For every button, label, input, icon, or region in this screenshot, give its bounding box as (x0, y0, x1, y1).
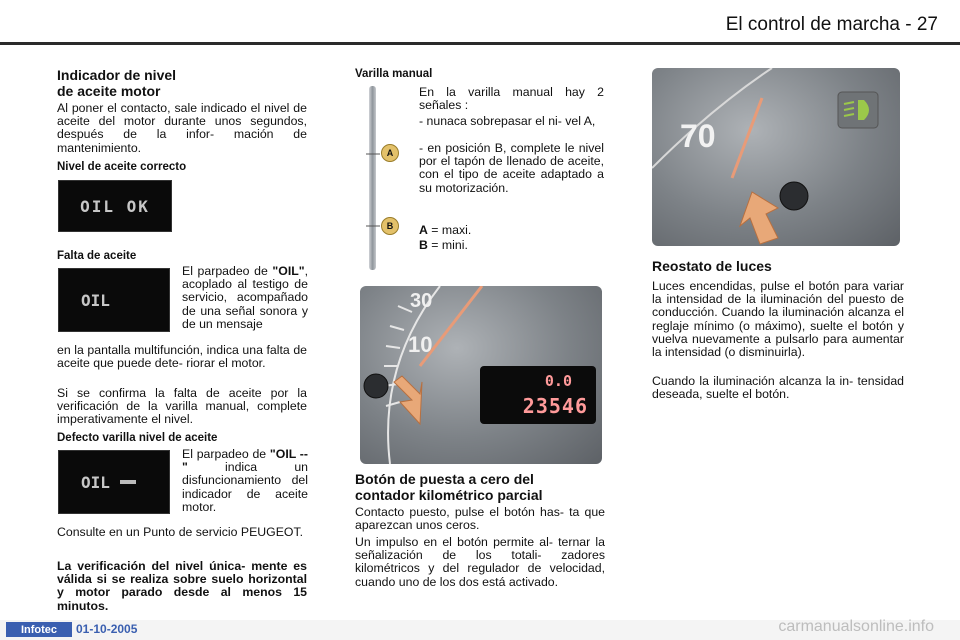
dash-icon (120, 480, 136, 484)
infotec-logo: Infotec (6, 622, 72, 637)
defect-text-c: indica un disfuncionamiento del indicador de aceite motor. (182, 460, 308, 514)
mark-a-key: A (419, 223, 428, 237)
trip-reset-heading (355, 471, 605, 503)
trip-reset-text-1: Contacto puesto, pulse el botón has- ta que aparezcan unos ceros. (355, 505, 605, 533)
dipstick-item-1: - nunaca sobrepasar el ni- vel A, (419, 114, 596, 128)
oil-warning-text: OIL (81, 290, 110, 310)
lack-of-oil-text-1 (182, 265, 308, 331)
oil-fault-code: "OIL --" (182, 447, 308, 475)
lack-of-oil-title: Falta de aceite (57, 250, 137, 262)
dipstick-mark-a-label: A (386, 148, 394, 158)
dipstick-item-2: - en posición B, complete le nivel por el tapón de llenado de aceite, con el tipo de aceite adaptado a su motorización. (419, 141, 604, 195)
lack-text-a: El parpadeo de (182, 264, 273, 278)
oil-level-heading (57, 67, 307, 99)
dial-label-70: 70 (680, 118, 716, 154)
oil-fault-text: OIL (81, 472, 110, 492)
odometer-display (480, 366, 596, 424)
dimmer-photo (652, 68, 900, 246)
dipstick-mark-b-label: B (386, 221, 394, 231)
odometer-photo (360, 286, 602, 464)
trip-reset-heading-line1: Botón de puesta a cero del (355, 471, 534, 487)
dimmer-heading: Reostato de luces (652, 258, 772, 274)
lack-of-oil-text-2: en la pantalla multifunción, indica una falta de aceite que puede dete- riorar el motor. (57, 343, 307, 371)
oil-ok-display (58, 180, 172, 232)
dipstick-fault-title: Defecto varilla nivel de aceite (57, 432, 218, 444)
trip-reset-text-2: Un impulso en el botón permite al- ternar la señalización de los totali- zadores kilométricos y del regulador de velocidad, cuando uno de los dos está activado. (355, 535, 605, 589)
footer-watermark: carmanualsonline.info (778, 618, 934, 635)
mark-b-key: B (419, 238, 428, 252)
dimmer-text-2: Cuando la iluminación alcanza la in- tensidad deseada, suelte el botón. (652, 374, 904, 402)
oil-ok-text: OIL OK (80, 196, 150, 216)
trip-reset-heading-line2: contador kilométrico parcial (355, 487, 543, 503)
dipstick-title: Varilla manual (355, 68, 433, 80)
oil-level-intro: Al poner el contacto, sale indicado el nivel de aceite del motor durante unos segundos, después de la infor- mación de mantenimiento. (57, 101, 307, 155)
oil-level-heading-line1: Indicador de nivel (57, 67, 177, 83)
oil-fault-display (58, 450, 170, 514)
trip-counter-value: 0.0 (544, 372, 572, 390)
correct-level-title: Nivel de aceite correcto (57, 161, 187, 173)
dial-label-30: 30 (410, 290, 433, 312)
defect-text-a: El parpadeo de (182, 447, 270, 461)
footer-date: 01-10-2005 (76, 622, 138, 636)
oil-warning-display (58, 268, 170, 332)
oil-code: "OIL" (272, 264, 305, 278)
dipstick-illustration (360, 82, 404, 272)
dipstick-mark-a (381, 144, 399, 162)
verification-warning: La verificación del nivel única- mente es válida si se realiza sobre suelo horizontal y motor parado desde al menos 15 minutos. (57, 559, 307, 613)
dipstick-fault-text (182, 448, 308, 514)
dial-label-10: 10 (408, 332, 433, 357)
lack-text-c: , acoplado al testigo de servicio, acompañado de una señal sonora y de un mensaje (182, 264, 308, 331)
page-title: El control de marcha - 27 (725, 14, 938, 35)
mark-a-legend (419, 224, 604, 237)
oil-level-heading-line2: de aceite motor (57, 83, 161, 99)
headlight-icon (838, 92, 878, 128)
dipstick-intro: En la varilla manual hay 2 señales : (419, 85, 604, 113)
header-divider (0, 42, 960, 45)
total-odometer-value: 23546 (522, 394, 588, 418)
mark-a-value: = maxi. (427, 223, 472, 237)
mark-b-legend (419, 239, 604, 252)
lack-of-oil-text-3: Si se confirma la falta de aceite por la verificación de la varilla manual, complete imperativamente el nivel. (57, 386, 307, 427)
consult-text: Consulte en un Punto de servicio PEUGEOT. (57, 525, 304, 539)
dipstick-mark-b (381, 217, 399, 235)
dimmer-text-1: Luces encendidas, pulse el botón para variar la intensidad de la iluminación del puesto de conducción. Cuando la iluminación alcanza el reglaje mínimo (o máximo), suelte el botón y vuelva nuevamente a pulsarlo para aumentar la intensidad (o disminuirla). (652, 279, 904, 360)
mark-b-value: = mini. (427, 238, 468, 252)
dimmer-svg (652, 68, 900, 246)
